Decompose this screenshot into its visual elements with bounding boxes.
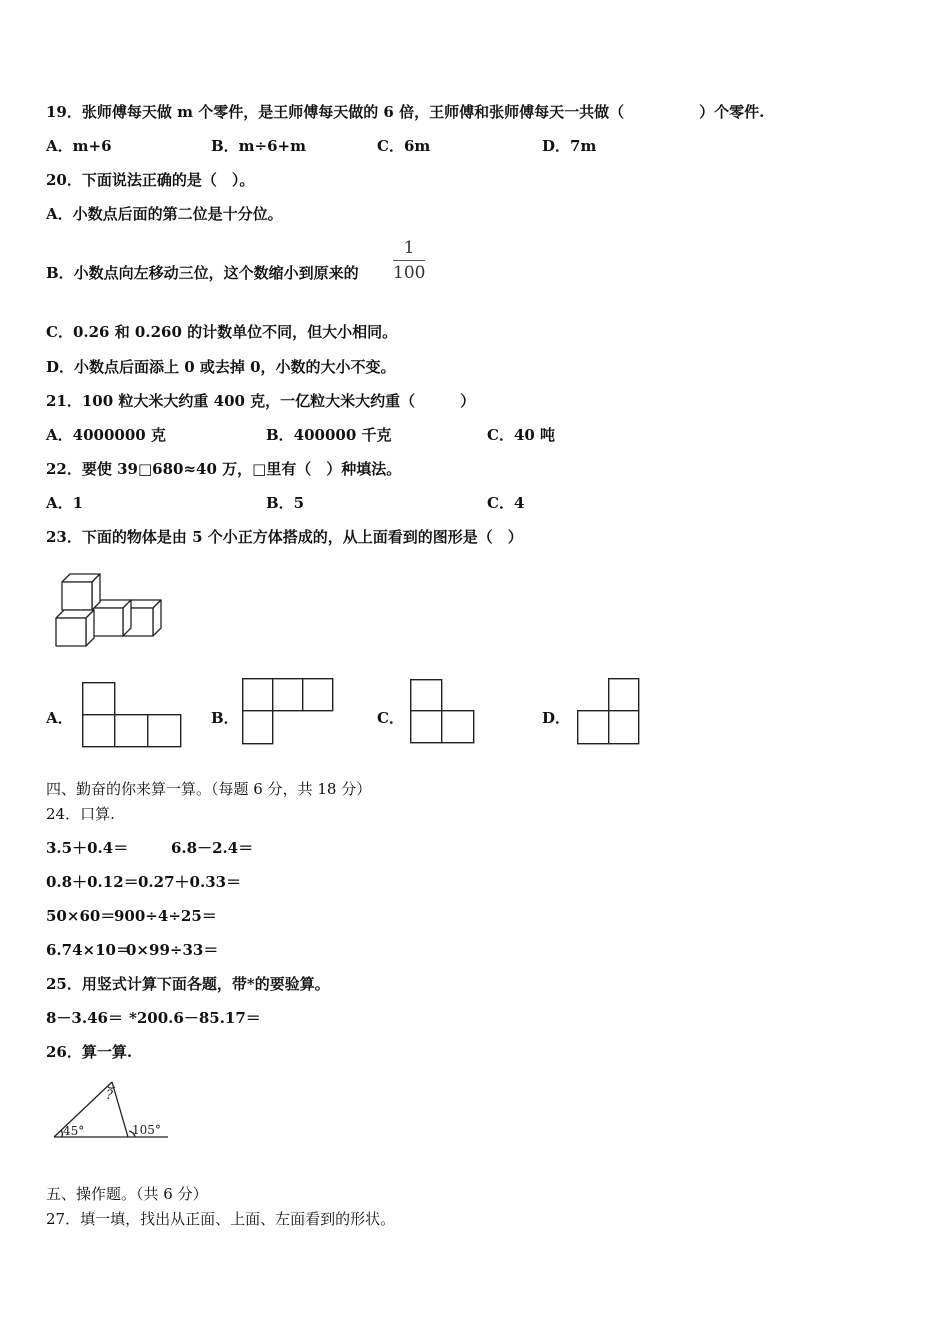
- q27-stem: 27．填一填，找出从正面、上面、左面看到的形状。: [46, 1210, 396, 1228]
- q21-option-b: B．400000 千克: [266, 426, 392, 444]
- q23-stem: 23．下面的物体是由 5 个小正方体搭成的，从上面看到的图形是（ ）: [46, 528, 523, 546]
- q24-item: 50×60＝: [46, 907, 116, 925]
- q24-item: 0.27＋0.33＝: [138, 873, 242, 891]
- q20-stem: 20．下面说法正确的是（ ）。: [46, 171, 255, 189]
- q23-option-c-figure: [410, 679, 476, 745]
- q19-option-c: C．6m: [377, 137, 431, 155]
- q20-option-c: C．0.26 和 0.260 的计数单位不同，但大小相同。: [46, 323, 398, 341]
- q19-option-a: A．m+6: [46, 137, 112, 155]
- q24-item: 900÷4÷25＝: [114, 907, 217, 925]
- q23-option-d-label: D．: [542, 709, 571, 727]
- q24-item: 6.74×10＝: [46, 941, 131, 959]
- fraction-denominator: 100: [393, 263, 426, 283]
- q22-option-c: C．4: [487, 494, 525, 512]
- q25-item: 8－3.46＝: [46, 1009, 123, 1027]
- fraction-bar: [393, 260, 425, 261]
- q19-option-b: B．m÷6+m: [211, 137, 306, 155]
- q23-option-b-label: B．: [211, 709, 239, 727]
- section-5-title: 五、操作题。（共 6 分）: [46, 1185, 208, 1203]
- q24-item: 0×99÷33＝: [126, 941, 219, 959]
- q22-option-a: A．1: [46, 494, 84, 512]
- triangle-exterior-angle-label: 105°: [132, 1123, 161, 1137]
- q24-item: 0.8＋0.12＝: [46, 873, 139, 891]
- q23-option-a-label: A．: [46, 709, 73, 727]
- q25-item: *200.6－85.17＝: [129, 1009, 261, 1027]
- q23-option-d-figure: [577, 678, 641, 746]
- q23-option-b-figure: [242, 678, 334, 746]
- q20-option-d: D．小数点后面添上 0 或去掉 0，小数的大小不变。: [46, 358, 396, 376]
- q20-option-b: B．小数点向左移动三位，这个数缩小到原来的: [46, 264, 359, 282]
- q24-item: 6.8－2.4＝: [171, 839, 254, 857]
- q24-item: 3.5＋0.4＝: [46, 839, 129, 857]
- q21-option-a: A．4000000 克: [46, 426, 166, 444]
- fraction-one-hundredth: [393, 238, 425, 283]
- q21-option-c: C．40 吨: [487, 426, 556, 444]
- q19-stem: 19．张师傅每天做 m 个零件，是王师傅每天做的 6 倍，王师傅和张师傅每天一共做（ ）个零件.: [46, 103, 765, 121]
- q19-option-d: D．7m: [542, 137, 597, 155]
- q20-option-a: A．小数点后面的第二位是十分位。: [46, 205, 283, 223]
- triangle-left-angle-label: 45°: [63, 1124, 85, 1138]
- q22-option-b: B．5: [266, 494, 305, 512]
- fraction-numerator: 1: [403, 238, 415, 258]
- q22-stem: 22．要使 39□680≈40 万，□里有（ ）种填法。: [46, 460, 402, 478]
- triangle-figure: [50, 1078, 170, 1142]
- q23-option-a-figure: [82, 682, 182, 748]
- q24-stem: 24．口算.: [46, 805, 115, 823]
- section-4-title: 四、勤奋的你来算一算。（每题 6 分，共 18 分）: [46, 780, 372, 798]
- q26-stem: 26．算一算.: [46, 1043, 133, 1061]
- q25-stem: 25．用竖式计算下面各题，带*的要验算。: [46, 975, 330, 993]
- cubes-3d-figure: [50, 568, 170, 650]
- triangle-unknown-label: ?: [106, 1088, 113, 1103]
- q23-option-c-label: C．: [377, 709, 404, 727]
- q21-stem: 21．100 粒大米大约重 400 克，一亿粒大米大约重（ ）: [46, 392, 476, 410]
